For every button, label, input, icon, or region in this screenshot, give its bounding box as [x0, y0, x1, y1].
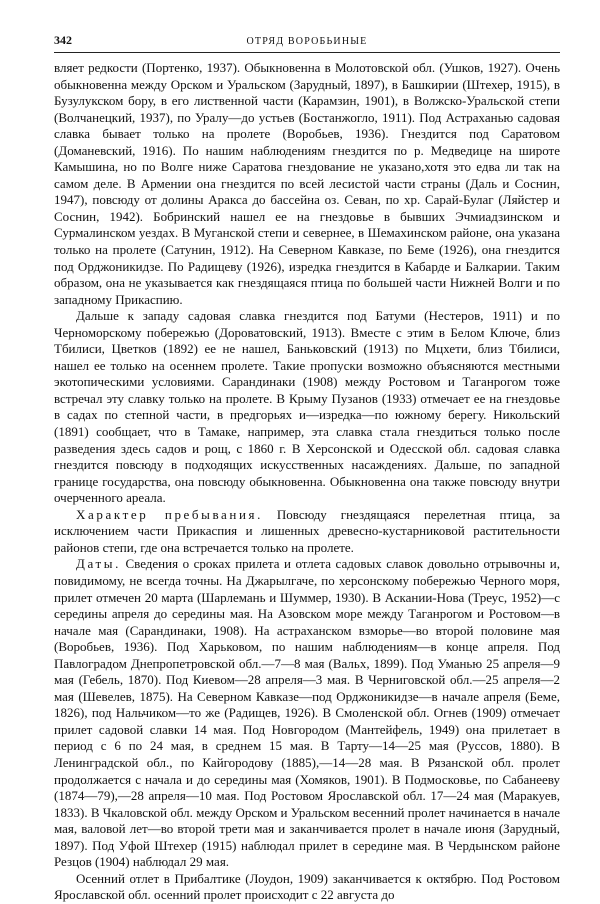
paragraph-distribution-east — [54, 60, 560, 308]
paragraph-text: Дальше к западу садовая славка гнездится под Батуми (Нестеров, 1911) и по Черноморскому побережью (Дороватовский, 1913). Вместе с этим в Белом Ключе, близ Тбилиси, Цветков (1892) ее не нашел, Баньковский (1913) по Мцхети, близ Тбилиси, нашел ее только на осеннем пролете. Такие пропуски возможно объясняются местными экотопическими условиями. Сарандинаки (1908) между Ростовом и Таганрогом тоже встречал эту славку только на пролете. В Крыму Пузанов (1933) отмечает ее на гнездовье в садах по степной части, в предгорьях и—изредка—по южному берегу. Никольский (1891) сообщает, что в Тамаке, например, эта славка стала гнездиться только после разведения здесь садов и рощ, с 1860 г. В Херсонской и Одесской обл. садовая славка гнездится повсюду в подходящих искусственных насаждениях. Дальше, по западной границе государства, она повсюду обыкновенна. Обыкновенна она также повсюду внутри очерченного ареала. — [54, 308, 560, 506]
paragraph-text: вляет редкости (Портенко, 1937). Обыкновенна в Молотовской обл. (Ушков, 1927). Очень обыкновенна между Орском и Уральском (Зарудный, 1897), в Башкирии (Штехер, 1915), в Бузулукском бору, в его лиственной части (Карамзин, 1901), в Волжско-Уральской степи (Волчанецкий, 1937), по Уралу—до устьев (Бостанжогло, 1911). Под Астраханью садовая славка бывает только на пролете (Воробьев, 1936). Гнездится под Саратовом (Доманевский, 1916). По нашим наблюдениям гнездится по р. Медведице на широте Камышина, но по Волге ниже Саратова гнездование не указано,хотя это едва ли так на самом деле. В Армении она гнездится по всей лесистой части страны (Даль и Соснин, 1947), повсюду от долины Аракса до бассейна оз. Севан, по хр. Сарай-Булаг (Ляйстер и Соснин, 1942). Бобринский нашел ее на гнездовье в бывших Эчмиадзинском и Сурмалинском уездах. В Муганской степи и севернее, в Шемахинском районе, она указана только на пролете (Сатунин, 1912). На Северном Кавказе, по Беме (1926), она гнездится под Орджоникидзе. По Радищеву (1926), изредка гнездится в Кабарде и Балкарии. Таким образом, она не указывается как гнездящаяся птица по большей части Нижней Волги и по западному Прикаспию. — [54, 60, 560, 307]
paragraph-dates — [54, 556, 560, 870]
page-header — [54, 30, 560, 53]
paragraph-distribution-west — [54, 308, 560, 507]
running-title: ОТРЯД ВОРОБЬИНЫЕ — [246, 36, 368, 47]
page-body — [54, 60, 560, 904]
section-lead-dates: Даты. — [76, 556, 121, 572]
paragraph-autumn-departure — [54, 871, 560, 904]
paragraph-text: Сведения о сроках прилета и отлета садовых славок довольно отрывочны и, повидимому, не всегда точны. На Джарылгаче, по херсонскому побережью Черного моря, прилет отмечен 20 марта (Шарлемань и Шуммер, 1930). В Аскании-Нова (Треус, 1952)—с середины апреля до середины мая. На Азовском море между Таганрогом и Ростовом—в начале мая (Сарандинаки, 1908). На астраханском взморье—во второй половине мая (Воробьев, 1936). Под Харьковом, по нашим наблюдениям—в конце апреля. Под Павлоградом Днепропетровской обл.—7—8 мая (Вальх, 1899). Под Уманью 25 апреля—9 мая (Гебель, 1870). Под Киевом—28 апреля—3 мая. В Черниговской обл.—25 апреля—2 мая (Шевелев, 1875). На Северном Кавказе—под Орджоникидзе—в начале апреля (Беме, 1826), под Нальчиком—то же (Радищев, 1926). В Смоленской обл. Огнев (1909) отмечает прилет садовой славки 14 мая. Под Новгородом (Мантейфель, 1949) она прилетает в период с 6 по 24 мая, в среднем 15 мая. В Тарту—14—25 мая (Руссов, 1880). В Ленинградской обл., по Кайгородову (1885),—14—28 мая. В Рязанской обл. пролет продолжается с начала и до середины мая (Хомяков, 1901). В Подмосковье, по Сабанееву (1874—79),—28 апреля—10 мая. Под Ростовом Ярославской обл. 17—24 мая (Маракуев, 1833). В Чкаловской обл. между Орском и Уральском весенний пролет начинается в начале мая, валовой лет—во второй трети мая и заканчивается пролет в начале июня (Зарудный, 1897). Под Уфой Штехер (1915) наблюдал прилет в середине мая. В Чердынском районе Резцов (1904) наблюдал 29 мая. — [54, 556, 560, 870]
paragraph-text: Повсюду гнездящаяся перелетная птица, за исключением части Прикаспия и лишенных древесно-кустарниковой растительности районов степи, где она встречается только на пролете. — [54, 506, 561, 555]
paragraph-residence — [54, 507, 560, 557]
section-lead-residence: Характер пребывания. — [76, 506, 263, 522]
page-number: 342 — [54, 33, 72, 47]
paragraph-text: Осенний отлет в Прибалтике (Лоудон, 1909) заканчивается к октябрю. Под Ростовом Ярославской обл. осенний пролет происходит с 22 августа до — [54, 870, 560, 903]
